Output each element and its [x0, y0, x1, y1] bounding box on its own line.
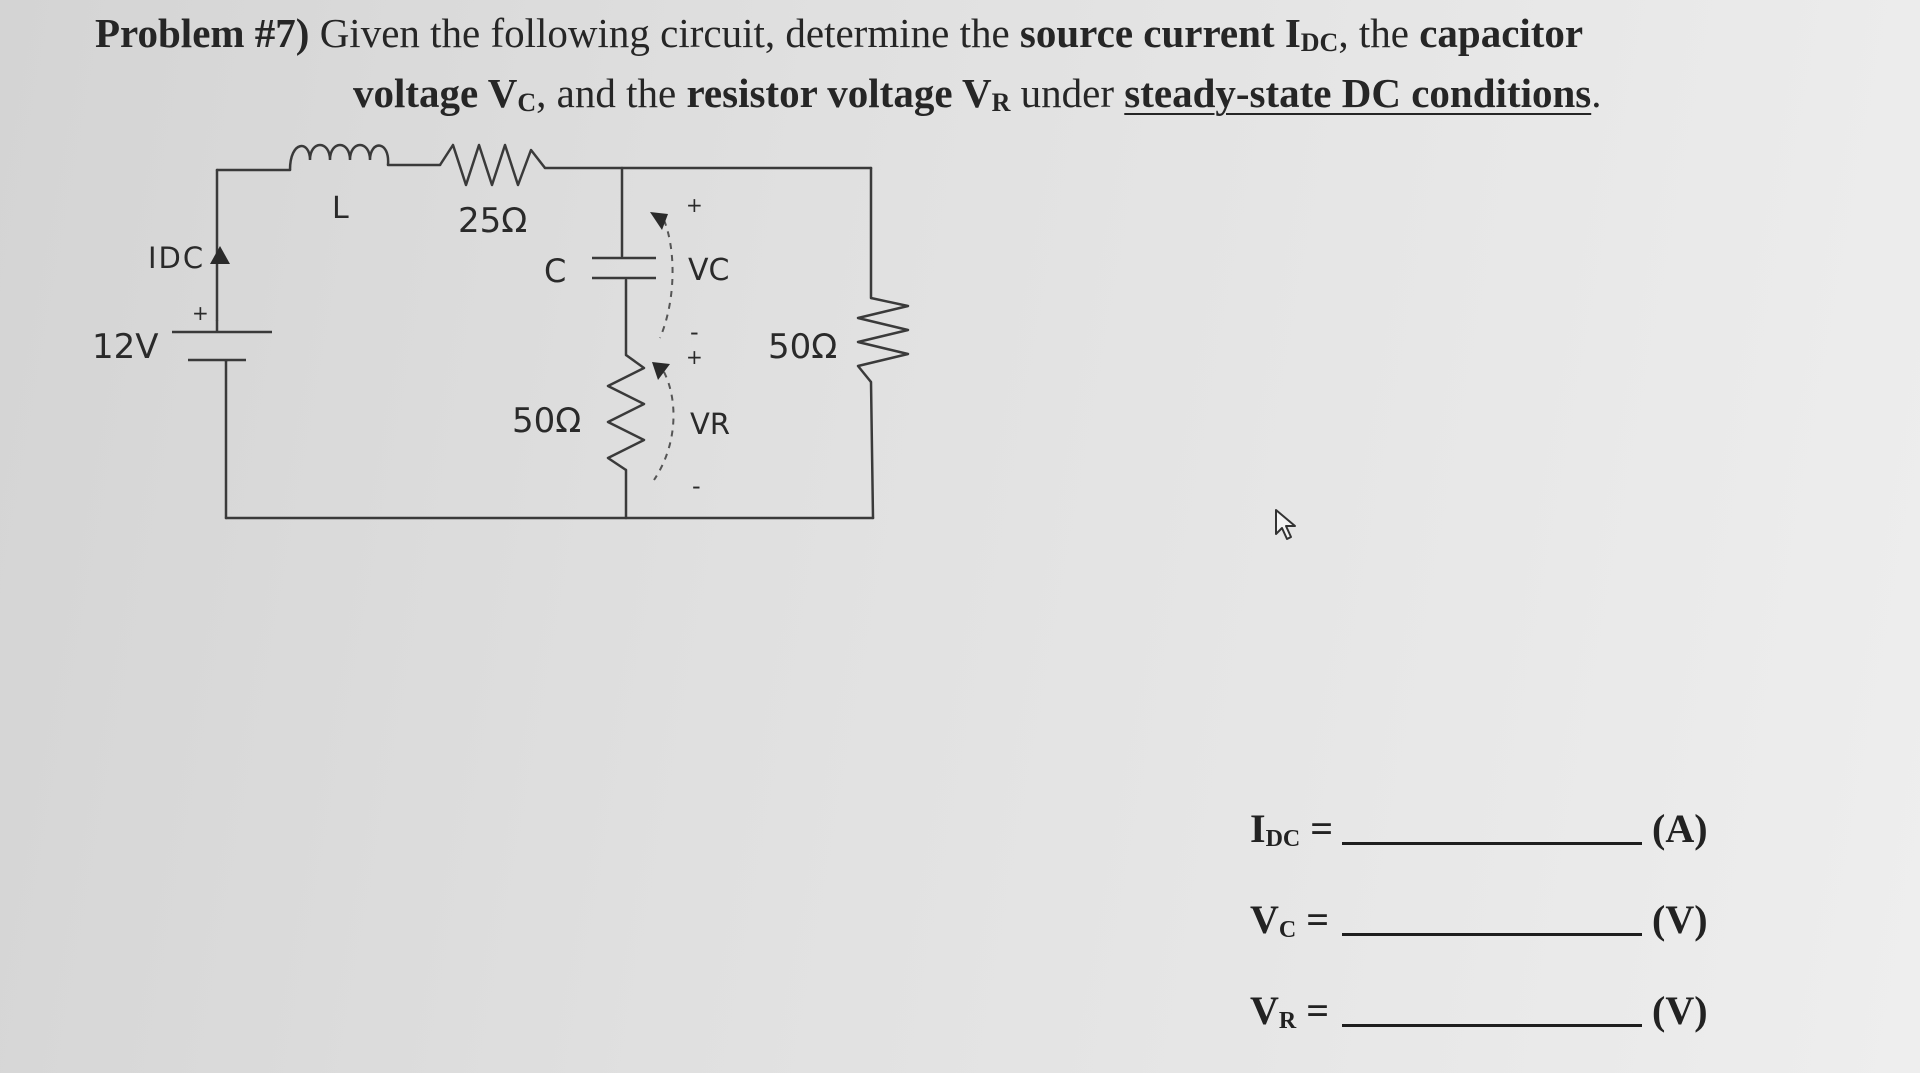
answer-unit-vr: (V): [1652, 988, 1708, 1033]
answer-label-vc: $V_C$ =: [1250, 897, 1330, 943]
right-resistor-zigzag: [858, 298, 908, 382]
answer-blank-idc[interactable]: [1342, 842, 1642, 845]
answer-blank-vc[interactable]: [1342, 933, 1642, 936]
capacitor-label: C: [544, 252, 567, 290]
cap-voltage-label: VC: [688, 253, 730, 288]
vr-arrow-icon: [652, 362, 670, 380]
answer-label-idc: $I_{DC}$ =: [1250, 806, 1334, 852]
term-source-current: source current $I_{DC}$: [1019, 10, 1339, 57]
series-resistor-label: 25Ω: [458, 201, 528, 241]
wire-right-bottom: [871, 382, 873, 518]
vc-dashed-bracket: [660, 220, 673, 338]
answer-unit-idc: (A): [1652, 806, 1708, 851]
answer-row-vr: [1240, 972, 1720, 1063]
problem-statement: Problem #7) Given the following circuit, determine the source current $I_{DC}$, the capacitor voltage $V_C$, and the resistor voltage $V_R$ under steady-state DC conditions.: [95, 8, 1835, 128]
inductor-label: L: [332, 191, 349, 226]
source-plus-sign: +: [192, 301, 209, 325]
series-resistor-zigzag: [440, 145, 545, 185]
cap-minus-sign: -: [690, 318, 699, 346]
answer-label-vr: $V_R$ =: [1250, 988, 1330, 1034]
answer-section: [1240, 790, 1720, 1063]
res-voltage-label: VR: [690, 407, 730, 441]
answer-row-vc: [1240, 881, 1720, 972]
current-arrow-icon: [210, 246, 230, 264]
term-capacitor-voltage: voltage $V_C$: [353, 70, 537, 117]
answer-row-idc: [1240, 790, 1720, 881]
mouse-pointer-icon: [1274, 508, 1300, 542]
inductor-coil: [290, 145, 388, 170]
steady-state-phrase: steady-state DC conditions: [1124, 70, 1592, 116]
answer-unit-vc: (V): [1652, 897, 1708, 942]
problem-number: Problem #7): [95, 10, 310, 56]
source-current-label: IDC: [148, 241, 206, 275]
answer-blank-vr[interactable]: [1342, 1024, 1642, 1027]
vr-dashed-bracket: [654, 372, 673, 480]
right-resistor-label: 50Ω: [768, 327, 838, 367]
shunt-resistor-zigzag: [608, 355, 644, 470]
shunt-resistor-label: 50Ω: [512, 401, 582, 441]
vc-arrow-icon: [650, 212, 668, 230]
term-resistor-voltage: resistor voltage $V_R$: [686, 70, 1011, 117]
res-minus-sign: -: [692, 472, 701, 500]
problem-line-2: voltage $V_C$, and the resistor voltage $V_R$ under steady-state DC conditions.: [353, 70, 1602, 117]
source-voltage-label: 12V: [92, 327, 159, 367]
cap-plus-sign: +: [686, 193, 703, 217]
res-plus-sign: +: [686, 345, 703, 369]
term-capacitor: capacitor: [1419, 10, 1584, 56]
